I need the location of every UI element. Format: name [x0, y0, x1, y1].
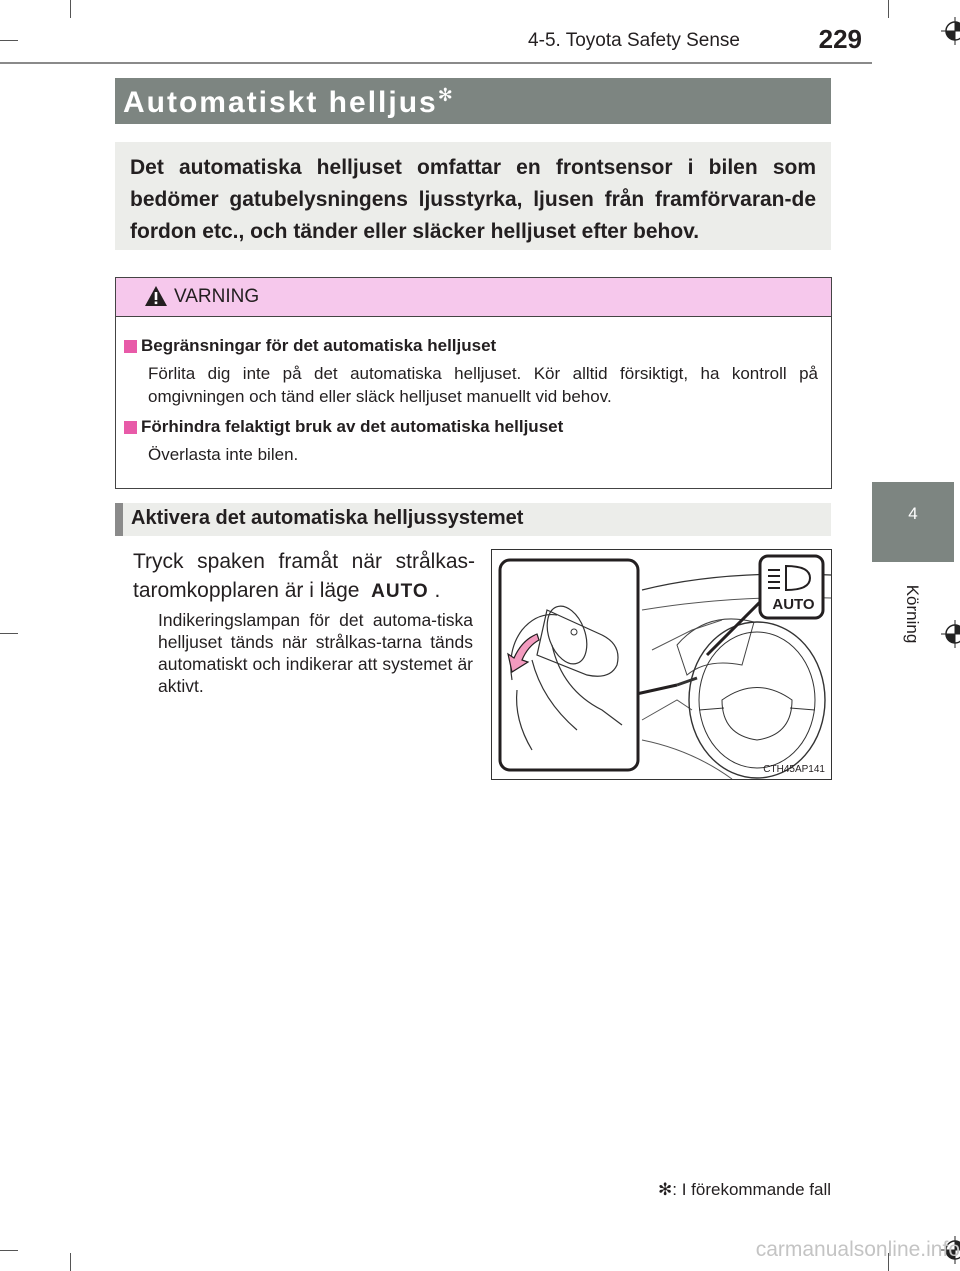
chapter-tab	[872, 482, 954, 562]
footnote-marker: ✻	[437, 85, 455, 105]
warning-item-heading: Begränsningar för det automatiska helljuset	[141, 336, 497, 355]
warning-item-heading: Förhindra felaktigt bruk av det automatiska helljuset	[141, 417, 564, 436]
crop-mark	[888, 0, 889, 18]
crop-mark	[70, 1253, 71, 1271]
bullet-square-icon	[124, 421, 137, 434]
header-rule	[0, 62, 872, 64]
step-text	[133, 547, 475, 606]
registration-mark-icon	[941, 620, 960, 648]
chapter-number: 4	[908, 504, 918, 523]
warning-title: VARNING	[174, 286, 260, 307]
warning-box	[115, 277, 832, 489]
intro-box	[115, 142, 831, 250]
steering-lever-illustration	[492, 550, 831, 779]
crop-mark	[70, 0, 71, 18]
auto-symbol: AUTO	[371, 581, 429, 602]
step-note: Indikeringslampan för det automa-tiska helljuset tänds när strålkas-tarna tänds automatiskt och indikerar att systemet är aktivt.	[158, 610, 473, 696]
warning-header	[116, 278, 831, 317]
intro-text: Det automatiska helljuset omfattar en frontsensor i bilen som bedömer gatubelysningens ljusstyrka, ljusen från framförvaran-de fordon etc., och tänder eller släcker helljuset efter behov.	[130, 156, 816, 243]
page-title	[123, 85, 455, 120]
section-heading-box	[115, 503, 831, 536]
warning-item-body: Förlita dig inte på det automatiska helljuset. Kör alltid försiktigt, ha kontroll på omgivningen och tänd eller släck helljuset manuellt vid behov.	[148, 364, 818, 406]
bullet-square-icon	[124, 340, 137, 353]
crop-mark	[0, 1250, 18, 1251]
step-text-end: .	[434, 579, 441, 602]
watermark: carmanualsonline.info	[755, 1238, 960, 1261]
footnote: ✻: I förekommande fall	[658, 1180, 831, 1199]
page-title-bar	[115, 78, 831, 124]
illustration-code: CTH45AP141	[763, 764, 825, 775]
page-title-text: Automatiskt helljus	[123, 86, 438, 119]
crop-mark	[0, 40, 18, 41]
section-heading-bar	[115, 503, 123, 536]
crop-mark	[0, 633, 18, 634]
warning-triangle-icon	[144, 285, 168, 307]
registration-mark-icon	[941, 17, 960, 45]
illustration-steering-column	[491, 549, 832, 780]
auto-badge-label: AUTO	[772, 596, 815, 613]
page-number: 229	[818, 24, 862, 54]
chapter-label: Körning	[903, 584, 922, 644]
section-heading: Aktivera det automatiska helljussystemet	[131, 507, 524, 529]
header-section-title: 4-5. Toyota Safety Sense	[528, 30, 740, 51]
warning-item-body: Överlasta inte bilen.	[148, 445, 299, 464]
step-text-main: Tryck spaken framåt när strålkas-taromkopplaren är i läge	[133, 550, 475, 602]
